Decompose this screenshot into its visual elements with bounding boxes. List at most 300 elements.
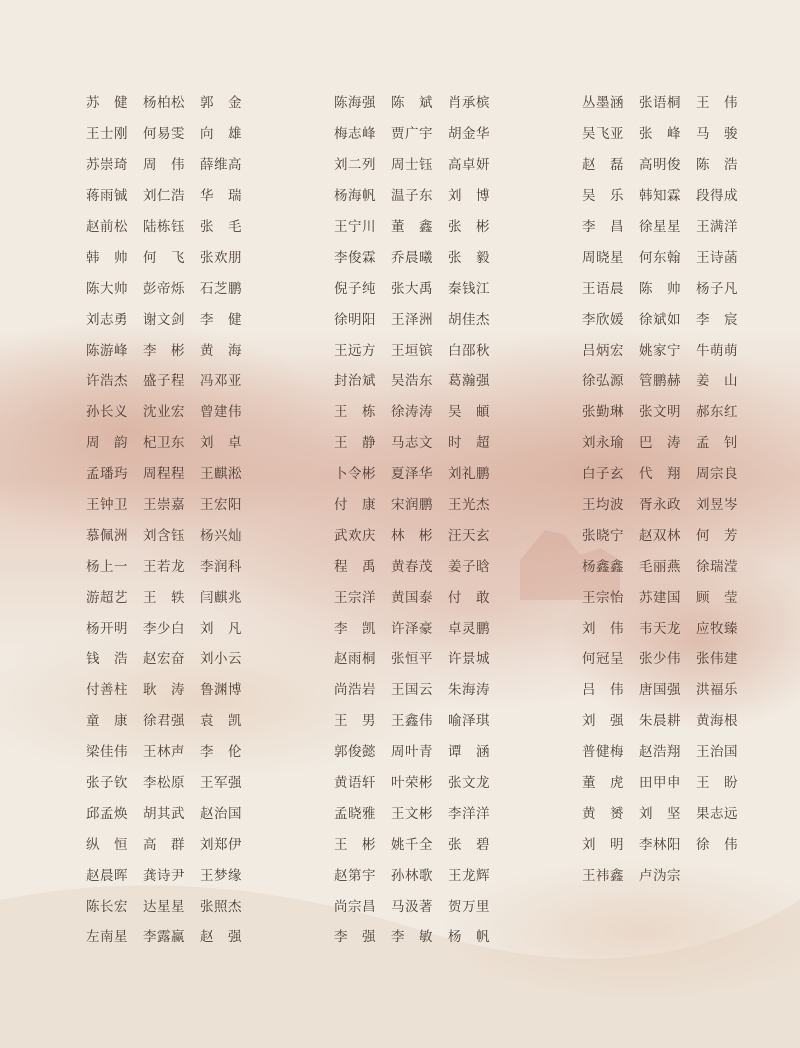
- person-name: 赵第宇: [334, 867, 376, 884]
- person-name: 袁 凯: [200, 713, 242, 730]
- person-name: 张恒平: [391, 651, 433, 668]
- person-name: 王文彬: [391, 805, 433, 822]
- name-column-left: [86, 86, 257, 951]
- name-row: [334, 240, 505, 271]
- person-name: 马汲著: [391, 898, 433, 915]
- person-name: 郭俊懿: [334, 744, 376, 761]
- person-name: 王 男: [334, 713, 376, 730]
- person-name: 张晓宁: [582, 527, 624, 544]
- name-row: [86, 364, 257, 395]
- person-name: 赵雨桐: [334, 651, 376, 668]
- person-name: 陈大帅: [86, 280, 128, 297]
- person-name: 韦天龙: [639, 620, 681, 637]
- person-name: 吕炳宏: [582, 342, 624, 359]
- person-name: 许景城: [448, 651, 490, 668]
- name-row: [582, 735, 753, 766]
- person-name: 陈长宏: [86, 898, 128, 915]
- person-name: 姚家宁: [639, 342, 681, 359]
- person-name: 李松原: [143, 775, 185, 792]
- person-name: 赵 磊: [582, 157, 624, 174]
- name-row: [86, 735, 257, 766]
- name-row: [334, 364, 505, 395]
- person-name: 李 宸: [696, 311, 738, 328]
- name-row: [86, 549, 257, 580]
- person-name: 何易雯: [143, 126, 185, 143]
- person-name: 张 彬: [448, 219, 490, 235]
- name-row: [334, 488, 505, 519]
- person-name: 王 盼: [696, 775, 738, 792]
- person-name: 陈游峰: [86, 342, 128, 359]
- name-row: [582, 827, 753, 858]
- person-name: 王宗怡: [582, 589, 624, 606]
- person-name: 张 毛: [200, 219, 242, 235]
- person-name: 周士钰: [391, 157, 433, 174]
- person-name: 林 彬: [391, 527, 433, 544]
- person-name: 杨兴灿: [200, 527, 242, 544]
- person-name: 应牧臻: [696, 620, 738, 637]
- person-name: 刘 凡: [200, 620, 242, 637]
- name-row: [86, 333, 257, 364]
- person-name: 苏 健: [86, 95, 128, 112]
- person-name: 李少白: [143, 620, 185, 637]
- name-row: [334, 673, 505, 704]
- person-name: 韩知霖: [639, 188, 681, 205]
- person-name: 王龙辉: [448, 867, 490, 884]
- person-name: 纵 恒: [86, 836, 128, 853]
- name-row: [334, 271, 505, 302]
- person-name: 游超艺: [86, 589, 128, 606]
- person-name: 唐国强: [639, 682, 681, 699]
- person-name: 何 芳: [696, 527, 738, 544]
- person-name: 王钟卫: [86, 497, 128, 514]
- person-name: 许浩杰: [86, 373, 128, 390]
- name-row: [86, 117, 257, 148]
- person-name: 温子东: [391, 188, 433, 205]
- person-name: 普健梅: [582, 744, 624, 761]
- person-name: 刘含钰: [143, 527, 185, 544]
- name-row: [582, 611, 753, 642]
- name-row: [334, 210, 505, 241]
- person-name: 陆栋钰: [143, 219, 185, 235]
- person-name: 陈 斌: [391, 95, 433, 112]
- person-name: 王崇嘉: [143, 497, 185, 514]
- person-name: 耿 涛: [143, 682, 185, 699]
- name-row: [86, 210, 257, 241]
- name-row: [582, 704, 753, 735]
- person-name: 倪子纯: [334, 280, 376, 297]
- person-name: 王梦缘: [200, 867, 242, 884]
- name-row: [582, 271, 753, 302]
- person-name: 李润科: [200, 558, 242, 575]
- person-name: 孙林歌: [391, 867, 433, 884]
- person-name: 周 伟: [143, 157, 185, 174]
- person-name: 薛维高: [200, 157, 242, 174]
- person-name: 孟 钊: [696, 435, 738, 452]
- person-name: 赵治国: [200, 805, 242, 822]
- person-name: 苏崇琦: [86, 157, 128, 174]
- person-name: 贾广宇: [391, 126, 433, 143]
- person-name: 李 彬: [143, 342, 185, 359]
- name-row: [582, 549, 753, 580]
- name-row: [334, 457, 505, 488]
- person-name: 张子钦: [86, 775, 128, 792]
- person-name: 赵前松: [86, 219, 128, 235]
- person-name: 钱 浩: [86, 651, 128, 668]
- person-name: 刘 伟: [582, 620, 624, 637]
- person-name: 张 峰: [639, 126, 681, 143]
- name-row: [334, 117, 505, 148]
- person-name: 杨上一: [86, 558, 128, 575]
- person-name: 盛子程: [143, 373, 185, 390]
- person-name: 沈业宏: [143, 404, 185, 421]
- name-row: [86, 488, 257, 519]
- name-row: [582, 673, 753, 704]
- person-name: 张勤琳: [582, 404, 624, 421]
- person-name: 姜 山: [696, 373, 738, 390]
- person-name: 王鑫伟: [391, 713, 433, 730]
- person-name: 石芝鹏: [200, 280, 242, 297]
- person-name: 刘 强: [582, 713, 624, 730]
- person-name: 吴飞亚: [582, 126, 624, 143]
- name-row: [334, 333, 505, 364]
- person-name: 胥永政: [639, 497, 681, 514]
- person-name: 段得成: [696, 188, 738, 205]
- name-row: [582, 518, 753, 549]
- name-row: [582, 766, 753, 797]
- person-name: 田甲申: [639, 775, 681, 792]
- name-row: [334, 86, 505, 117]
- person-name: 谭 涵: [448, 744, 490, 761]
- person-name: 赵双林: [639, 527, 681, 544]
- name-row: [582, 395, 753, 426]
- person-name: 慕佩洲: [86, 527, 128, 544]
- name-row: [86, 673, 257, 704]
- person-name: 朱海涛: [448, 682, 490, 699]
- name-row: [86, 611, 257, 642]
- person-name: 吴 頔: [448, 404, 490, 421]
- person-name: 巴 涛: [639, 435, 681, 452]
- person-name: 贺万里: [448, 898, 490, 915]
- name-row: [334, 148, 505, 179]
- person-name: 王 伟: [696, 95, 738, 112]
- person-name: 杨子凡: [696, 280, 738, 297]
- person-name: 顾 莹: [696, 589, 738, 606]
- person-name: 韩 帅: [86, 249, 128, 266]
- name-row: [334, 549, 505, 580]
- person-name: 王 彬: [334, 836, 376, 853]
- person-name: 代 翔: [639, 466, 681, 483]
- name-row: [334, 426, 505, 457]
- person-name: 王 轶: [143, 589, 185, 606]
- person-name: 王宁川: [334, 219, 376, 235]
- person-name: 周 韵: [86, 435, 128, 452]
- person-name: 刘永瑜: [582, 435, 624, 452]
- person-name: 赵浩翔: [639, 744, 681, 761]
- person-name: 王诗菡: [696, 249, 738, 266]
- name-row: [86, 86, 257, 117]
- name-row: [582, 457, 753, 488]
- person-name: 李 健: [200, 311, 242, 328]
- person-name: 王宗洋: [334, 589, 376, 606]
- person-name: 董 鑫: [391, 219, 433, 235]
- name-row: [86, 179, 257, 210]
- name-row: [334, 858, 505, 889]
- person-name: 闫麒兆: [200, 589, 242, 606]
- name-row: [86, 240, 257, 271]
- person-name: 管鹏赫: [639, 373, 681, 390]
- name-row: [582, 302, 753, 333]
- person-name: 黄 海: [200, 342, 242, 359]
- person-name: 姜子晗: [448, 558, 490, 575]
- person-name: 董 虎: [582, 775, 624, 792]
- person-name: 付 康: [334, 497, 376, 514]
- person-name: 徐斌如: [639, 311, 681, 328]
- person-name: 王 栋: [334, 404, 376, 421]
- person-name: 果志远: [696, 805, 738, 822]
- person-name: 王若龙: [143, 558, 185, 575]
- person-name: 孟璠玙: [86, 466, 128, 483]
- person-name: 苏建国: [639, 589, 681, 606]
- person-name: 徐瑞滢: [696, 558, 738, 575]
- person-name: 许泽豪: [391, 620, 433, 637]
- person-name: 陈 帅: [639, 280, 681, 297]
- person-name: 郭 金: [200, 95, 242, 112]
- person-name: 刘昱岑: [696, 497, 738, 514]
- person-name: 张伟建: [696, 651, 738, 668]
- name-row: [582, 642, 753, 673]
- name-row: [86, 796, 257, 827]
- person-name: 王麒淞: [200, 466, 242, 483]
- name-row: [582, 210, 753, 241]
- person-name: 王林声: [143, 744, 185, 761]
- person-name: 黄海根: [696, 713, 738, 730]
- person-name: 赵晨晖: [86, 867, 128, 884]
- person-name: 王祎鑫: [582, 867, 624, 884]
- person-name: 丛墨涵: [582, 95, 624, 112]
- person-name: 马志文: [391, 435, 433, 452]
- person-name: 高 群: [143, 836, 185, 853]
- person-name: 张文明: [639, 404, 681, 421]
- name-row: [86, 148, 257, 179]
- person-name: 徐星星: [639, 219, 681, 235]
- person-name: 周程程: [143, 466, 185, 483]
- person-name: 白邵秋: [448, 342, 490, 359]
- person-name: 杨鑫鑫: [582, 558, 624, 575]
- name-column-middle: [334, 86, 505, 951]
- person-name: 周晓星: [582, 249, 624, 266]
- person-name: 刘 博: [448, 188, 490, 205]
- name-row: [334, 796, 505, 827]
- person-name: 叶荣彬: [391, 775, 433, 792]
- person-name: 蒋雨铖: [86, 188, 128, 205]
- person-name: 吕 伟: [582, 682, 624, 699]
- person-name: 黄春茂: [391, 558, 433, 575]
- person-name: 徐涛涛: [391, 404, 433, 421]
- person-name: 彭帝烁: [143, 280, 185, 297]
- person-name: 尚浩岩: [334, 682, 376, 699]
- name-row: [582, 117, 753, 148]
- person-name: 黄国泰: [391, 589, 433, 606]
- name-row: [86, 271, 257, 302]
- person-name: 李 强: [334, 929, 376, 946]
- person-name: 程 禹: [334, 558, 376, 575]
- name-row: [334, 642, 505, 673]
- person-name: 付 敢: [448, 589, 490, 606]
- person-name: 刘礼鹏: [448, 466, 490, 483]
- name-row: [582, 488, 753, 519]
- person-name: 喻泽琪: [448, 713, 490, 730]
- name-row: [86, 580, 257, 611]
- person-name: 洪福乐: [696, 682, 738, 699]
- person-name: 刘郑伊: [200, 836, 242, 853]
- name-row: [86, 827, 257, 858]
- person-name: 曾建伟: [200, 404, 242, 421]
- name-row: [86, 302, 257, 333]
- person-name: 张 碧: [448, 836, 490, 853]
- name-row: [334, 611, 505, 642]
- person-name: 李 昌: [582, 219, 624, 235]
- person-name: 胡其武: [143, 805, 185, 822]
- person-name: 李洋洋: [448, 805, 490, 822]
- person-name: 向 雄: [200, 126, 242, 143]
- person-name: 胡佳杰: [448, 311, 490, 328]
- name-row: [86, 858, 257, 889]
- person-name: 王 静: [334, 435, 376, 452]
- person-name: 陈 浩: [696, 157, 738, 174]
- person-name: 刘仁浩: [143, 188, 185, 205]
- name-row: [86, 395, 257, 426]
- name-row: [334, 518, 505, 549]
- person-name: 杞卫东: [143, 435, 185, 452]
- person-name: 马 骏: [696, 126, 738, 143]
- name-row: [86, 920, 257, 951]
- person-name: 郝东红: [696, 404, 738, 421]
- person-name: 周叶青: [391, 744, 433, 761]
- person-name: 刘志勇: [86, 311, 128, 328]
- person-name: 李露赢: [143, 929, 185, 946]
- person-name: 王国云: [391, 682, 433, 699]
- name-row: [334, 920, 505, 951]
- name-row: [582, 858, 753, 889]
- person-name: 梅志峰: [334, 126, 376, 143]
- name-row: [334, 704, 505, 735]
- person-name: 高卓妍: [448, 157, 490, 174]
- person-name: 王军强: [200, 775, 242, 792]
- person-name: 王满洋: [696, 219, 738, 235]
- person-name: 吴 乐: [582, 188, 624, 205]
- person-name: 尚宗昌: [334, 898, 376, 915]
- person-name: 时 超: [448, 435, 490, 452]
- name-row: [334, 395, 505, 426]
- person-name: 乔晨曦: [391, 249, 433, 266]
- name-row: [582, 364, 753, 395]
- person-name: 谢文剑: [143, 311, 185, 328]
- person-name: 宋润鹏: [391, 497, 433, 514]
- person-name: 王语晨: [582, 280, 624, 297]
- person-name: 李 敏: [391, 929, 433, 946]
- name-row: [334, 735, 505, 766]
- person-name: 刘 卓: [200, 435, 242, 452]
- name-row: [582, 240, 753, 271]
- name-row: [582, 86, 753, 117]
- person-name: 刘二列: [334, 157, 376, 174]
- person-name: 王远方: [334, 342, 376, 359]
- name-row: [86, 889, 257, 920]
- person-name: 冯邓亚: [200, 373, 242, 390]
- person-name: 王治国: [696, 744, 738, 761]
- person-name: 黄语轩: [334, 775, 376, 792]
- person-name: 刘 明: [582, 836, 624, 853]
- person-name: 李 伦: [200, 744, 242, 761]
- person-name: 孙长义: [86, 404, 128, 421]
- name-row: [582, 796, 753, 827]
- person-name: 张语桐: [639, 95, 681, 112]
- person-name: 杨 帆: [448, 929, 490, 946]
- person-name: 王垣镔: [391, 342, 433, 359]
- name-row: [334, 580, 505, 611]
- person-name: 左南星: [86, 929, 128, 946]
- name-row: [334, 889, 505, 920]
- person-name: 张少伟: [639, 651, 681, 668]
- person-name: 张文龙: [448, 775, 490, 792]
- person-name: 龚诗尹: [143, 867, 185, 884]
- person-name: 葛瀚强: [448, 373, 490, 390]
- person-name: 鲁渊博: [200, 682, 242, 699]
- person-name: 刘小云: [200, 651, 242, 668]
- person-name: 李 凯: [334, 620, 376, 637]
- name-row: [334, 766, 505, 797]
- person-name: 毛丽燕: [639, 558, 681, 575]
- person-name: 高明俊: [639, 157, 681, 174]
- person-name: 卜令彬: [334, 466, 376, 483]
- person-name: 徐 伟: [696, 836, 738, 853]
- person-name: 王宏阳: [200, 497, 242, 514]
- person-name: 姚千全: [391, 836, 433, 853]
- person-name: 肖承槟: [448, 95, 490, 112]
- name-row: [334, 179, 505, 210]
- person-name: 周宗良: [696, 466, 738, 483]
- person-name: 王均波: [582, 497, 624, 514]
- person-name: 何东翰: [639, 249, 681, 266]
- name-row: [582, 179, 753, 210]
- person-name: 徐君强: [143, 713, 185, 730]
- person-name: 卓灵鹏: [448, 620, 490, 637]
- name-row: [86, 766, 257, 797]
- person-name: 何 飞: [143, 249, 185, 266]
- name-row: [86, 642, 257, 673]
- person-name: 陈海强: [334, 95, 376, 112]
- person-name: 付善柱: [86, 682, 128, 699]
- person-name: 张欢朋: [200, 249, 242, 266]
- person-name: 黄 赟: [582, 805, 624, 822]
- person-name: 封治斌: [334, 373, 376, 390]
- person-name: 武欢庆: [334, 527, 376, 544]
- person-name: 徐明阳: [334, 311, 376, 328]
- person-name: 李欣媛: [582, 311, 624, 328]
- person-name: 王士刚: [86, 126, 128, 143]
- person-name: 徐弘源: [582, 373, 624, 390]
- person-name: 邱孟焕: [86, 805, 128, 822]
- name-row: [582, 333, 753, 364]
- person-name: 张大禹: [391, 280, 433, 297]
- person-name: 达星星: [143, 898, 185, 915]
- person-name: 王泽洲: [391, 311, 433, 328]
- person-name: 张 毅: [448, 249, 490, 266]
- person-name: 华 瑞: [200, 188, 242, 205]
- name-row: [334, 827, 505, 858]
- person-name: 童 康: [86, 713, 128, 730]
- person-name: 杨柏松: [143, 95, 185, 112]
